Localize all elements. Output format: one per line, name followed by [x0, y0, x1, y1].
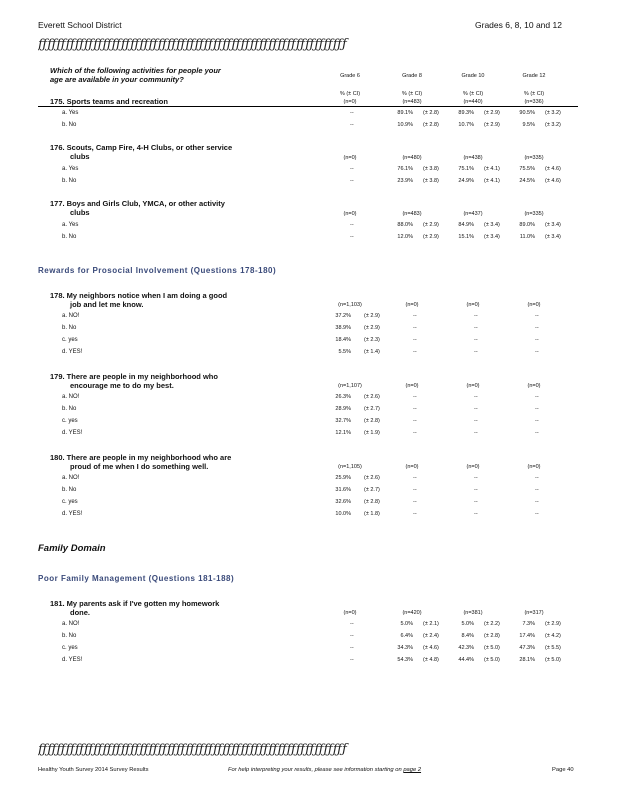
no-data-dash: --	[474, 313, 478, 319]
n-count: (n=0)	[343, 610, 357, 616]
confidence-interval: (± 1.9)	[364, 430, 380, 436]
percent-value: 89.3%	[458, 110, 474, 116]
confidence-interval: (± 3.2)	[545, 122, 561, 128]
n-count: (n=0)	[405, 383, 419, 389]
confidence-interval: (± 3.4)	[484, 222, 500, 228]
footer-page-link[interactable]: page 2	[403, 767, 422, 773]
no-data-dash: --	[535, 475, 539, 481]
percent-value: 26.3%	[335, 394, 351, 400]
answer-option-label: d. YES!	[62, 430, 83, 436]
confidence-interval: (± 4.1)	[484, 166, 500, 172]
confidence-interval: (± 2.8)	[484, 633, 500, 639]
percent-value: 34.3%	[397, 645, 413, 651]
answer-option-label: c. yes	[62, 337, 78, 343]
confidence-interval: (± 5.0)	[545, 657, 561, 663]
no-data-dash: --	[474, 430, 478, 436]
no-data-dash: --	[413, 394, 417, 400]
no-data-dash: --	[413, 406, 417, 412]
question-177-title: 177. Boys and Girls Club, YMCA, or other activity	[50, 199, 225, 208]
confidence-interval: (± 2.4)	[423, 633, 439, 639]
percent-value: 44.4%	[458, 657, 474, 663]
no-data-dash: --	[413, 487, 417, 493]
top-rule: ƒƒƒƒƒƒƒƒƒƒƒƒƒƒƒƒƒƒƒƒƒƒƒƒƒƒƒƒƒƒƒƒƒƒƒƒƒƒƒƒƒƒƒƒƒƒƒƒƒƒƒƒƒƒƒƒƒƒƒƒƒƒƒƒƒƒƒ	[38, 38, 347, 52]
percent-value: 12.0%	[397, 234, 413, 240]
confidence-interval: (± 3.4)	[545, 234, 561, 240]
percent-value: 15.1%	[458, 234, 474, 240]
no-data-dash: --	[350, 178, 354, 184]
answer-option-label: b. No	[62, 178, 77, 184]
confidence-interval: (± 3.8)	[423, 166, 439, 172]
no-data-dash: --	[350, 621, 354, 627]
confidence-interval: (± 2.6)	[364, 475, 380, 481]
percent-value: 5.0%	[461, 621, 474, 627]
percent-value: 75.1%	[458, 166, 474, 172]
percent-value: 25.9%	[335, 475, 351, 481]
family-domain-heading: Family Domain	[38, 543, 106, 554]
no-data-dash: --	[535, 487, 539, 493]
no-data-dash: --	[413, 418, 417, 424]
answer-option-label: b. No	[62, 633, 77, 639]
percent-value: 17.4%	[519, 633, 535, 639]
answer-option-label: a. NO!	[62, 475, 80, 481]
percent-value: 76.1%	[397, 166, 413, 172]
no-data-dash: --	[535, 313, 539, 319]
no-data-dash: --	[413, 430, 417, 436]
n-count: (n=440)	[463, 99, 483, 105]
confidence-interval: (± 2.8)	[423, 110, 439, 116]
confidence-interval: (± 2.9)	[484, 122, 500, 128]
percent-value: 8.4%	[461, 633, 474, 639]
grade-6-header: Grade 6	[340, 73, 360, 79]
answer-option-label: a. NO!	[62, 313, 80, 319]
intro-line-2: age are available in your community?	[50, 75, 184, 84]
answer-option-label: d. YES!	[62, 349, 83, 355]
question-179-title: 179. There are people in my neighborhood who	[50, 372, 218, 381]
n-count: (n=1,103)	[338, 302, 362, 308]
grades-header: Grades 6, 8, 10 and 12	[475, 20, 562, 30]
confidence-interval: (± 2.9)	[423, 234, 439, 240]
answer-option-label: b. No	[62, 122, 77, 128]
no-data-dash: --	[413, 499, 417, 505]
n-count: (n=0)	[466, 464, 480, 470]
percent-value: 9.5%	[522, 122, 535, 128]
percent-value: 32.7%	[335, 418, 351, 424]
percent-value: 5.5%	[338, 349, 351, 355]
confidence-interval: (± 4.1)	[484, 178, 500, 184]
n-count: (n=0)	[527, 383, 541, 389]
answer-option-label: b. No	[62, 406, 77, 412]
percent-value: 12.1%	[335, 430, 351, 436]
no-data-dash: --	[350, 222, 354, 228]
answer-option-label: d. YES!	[62, 657, 83, 663]
no-data-dash: --	[350, 166, 354, 172]
grade-12-header: Grade 12	[522, 73, 546, 79]
percent-value: 89.1%	[397, 110, 413, 116]
answer-option-label: c. yes	[62, 418, 78, 424]
percent-value: 24.5%	[519, 178, 535, 184]
question-180-title-cont: proud of me when I do something well.	[70, 462, 209, 471]
question-177-title-cont: clubs	[70, 208, 90, 217]
no-data-dash: --	[474, 325, 478, 331]
question-178-title: 178. My neighbors notice when I am doing a good	[50, 291, 228, 300]
no-data-dash: --	[474, 499, 478, 505]
percent-value: 23.9%	[397, 178, 413, 184]
no-data-dash: --	[350, 645, 354, 651]
percent-value: 54.3%	[397, 657, 413, 663]
question-175-title: 175. Sports teams and recreation	[50, 97, 168, 106]
no-data-dash: --	[413, 511, 417, 517]
percent-value: 11.0%	[519, 234, 535, 240]
percent-value: 28.9%	[335, 406, 351, 412]
no-data-dash: --	[535, 511, 539, 517]
percent-value: 90.5%	[519, 110, 535, 116]
no-data-dash: --	[535, 394, 539, 400]
intro-line-1: Which of the following activities for people your	[50, 66, 221, 75]
confidence-interval: (± 2.2)	[484, 621, 500, 627]
percent-value: 47.3%	[519, 645, 535, 651]
section-family-heading: Poor Family Management (Questions 181-188)	[38, 574, 235, 583]
percent-value: 89.0%	[519, 222, 535, 228]
n-count: (n=438)	[463, 155, 483, 161]
answer-option-label: b. No	[62, 234, 77, 240]
n-count: (n=0)	[405, 302, 419, 308]
percent-value: 10.9%	[397, 122, 413, 128]
n-count: (n=483)	[402, 211, 422, 217]
confidence-interval: (± 2.8)	[364, 499, 380, 505]
no-data-dash: --	[535, 337, 539, 343]
confidence-interval: (± 4.6)	[545, 178, 561, 184]
no-data-dash: --	[535, 430, 539, 436]
ci-header: % (± CI)	[401, 91, 423, 97]
answer-option-label: a. Yes	[62, 166, 79, 172]
answer-option-label: a. Yes	[62, 110, 79, 116]
answer-option-label: d. YES!	[62, 511, 83, 517]
n-count: (n=0)	[343, 99, 357, 105]
confidence-interval: (± 3.2)	[545, 110, 561, 116]
confidence-interval: (± 5.0)	[484, 657, 500, 663]
percent-value: 32.6%	[335, 499, 351, 505]
percent-value: 31.6%	[335, 487, 351, 493]
no-data-dash: --	[535, 406, 539, 412]
no-data-dash: --	[474, 349, 478, 355]
question-181-title-cont: done.	[70, 608, 90, 617]
no-data-dash: --	[474, 418, 478, 424]
footer-help-text	[228, 767, 421, 773]
n-count: (n=0)	[405, 464, 419, 470]
footer-survey-name: Healthy Youth Survey 2014 Survey Results	[38, 767, 149, 773]
confidence-interval: (± 5.5)	[545, 645, 561, 651]
grade-10-header: Grade 10	[461, 73, 485, 79]
confidence-interval: (± 4.6)	[423, 645, 439, 651]
no-data-dash: --	[413, 475, 417, 481]
ci-header: % (± CI)	[462, 91, 484, 97]
confidence-interval: (± 5.0)	[484, 645, 500, 651]
percent-value: 84.9%	[458, 222, 474, 228]
section-rewards-heading: Rewards for Prosocial Involvement (Questions 178-180)	[38, 266, 277, 275]
no-data-dash: --	[474, 337, 478, 343]
n-count: (n=336)	[524, 99, 544, 105]
no-data-dash: --	[413, 349, 417, 355]
confidence-interval: (± 2.9)	[423, 222, 439, 228]
n-count: (n=335)	[524, 211, 544, 217]
no-data-dash: --	[535, 349, 539, 355]
confidence-interval: (± 3.4)	[484, 234, 500, 240]
confidence-interval: (± 2.7)	[364, 406, 380, 412]
answer-option-label: b. No	[62, 325, 77, 331]
percent-value: 38.9%	[335, 325, 351, 331]
answer-option-label: a. Yes	[62, 222, 79, 228]
n-count: (n=1,105)	[338, 464, 362, 470]
confidence-interval: (± 2.6)	[364, 394, 380, 400]
percent-value: 5.0%	[400, 621, 413, 627]
confidence-interval: (± 4.6)	[545, 166, 561, 172]
n-count: (n=0)	[466, 383, 480, 389]
n-count: (n=0)	[466, 302, 480, 308]
confidence-interval: (± 2.8)	[364, 418, 380, 424]
percent-value: 7.3%	[522, 621, 535, 627]
percent-value: 28.1%	[519, 657, 535, 663]
confidence-interval: (± 4.2)	[545, 633, 561, 639]
no-data-dash: --	[474, 394, 478, 400]
question-179-title-cont: encourage me to do my best.	[70, 381, 174, 390]
n-count: (n=0)	[527, 302, 541, 308]
confidence-interval: (± 1.8)	[364, 511, 380, 517]
n-count: (n=420)	[402, 610, 422, 616]
percent-value: 42.3%	[458, 645, 474, 651]
n-count: (n=0)	[343, 155, 357, 161]
n-count: (n=1,107)	[338, 383, 362, 389]
confidence-interval: (± 2.9)	[484, 110, 500, 116]
no-data-dash: --	[474, 487, 478, 493]
percent-value: 18.4%	[335, 337, 351, 343]
confidence-interval: (± 2.9)	[545, 621, 561, 627]
confidence-interval: (± 2.9)	[364, 325, 380, 331]
no-data-dash: --	[474, 475, 478, 481]
answer-option-label: a. NO!	[62, 621, 80, 627]
bottom-rule: ƒƒƒƒƒƒƒƒƒƒƒƒƒƒƒƒƒƒƒƒƒƒƒƒƒƒƒƒƒƒƒƒƒƒƒƒƒƒƒƒƒƒƒƒƒƒƒƒƒƒƒƒƒƒƒƒƒƒƒƒƒƒƒƒƒƒƒ	[38, 743, 347, 757]
confidence-interval: (± 1.4)	[364, 349, 380, 355]
question-178-title-cont: job and let me know.	[70, 300, 144, 309]
answer-option-label: a. NO!	[62, 394, 80, 400]
ci-header: % (± CI)	[339, 91, 361, 97]
answer-option-label: c. yes	[62, 499, 78, 505]
no-data-dash: --	[413, 325, 417, 331]
percent-value: 24.9%	[458, 178, 474, 184]
answer-option-label: c. yes	[62, 645, 78, 651]
confidence-interval: (± 2.8)	[423, 122, 439, 128]
no-data-dash: --	[350, 110, 354, 116]
no-data-dash: --	[350, 234, 354, 240]
footer-page-number: Page 40	[552, 767, 574, 773]
no-data-dash: --	[474, 406, 478, 412]
n-count: (n=381)	[463, 610, 483, 616]
confidence-interval: (± 2.7)	[364, 487, 380, 493]
confidence-interval: (± 4.8)	[423, 657, 439, 663]
no-data-dash: --	[535, 499, 539, 505]
no-data-dash: --	[535, 418, 539, 424]
question-176-title: 176. Scouts, Camp Fire, 4-H Clubs, or other service	[50, 143, 233, 152]
confidence-interval: (± 3.4)	[545, 222, 561, 228]
no-data-dash: --	[535, 325, 539, 331]
no-data-dash: --	[350, 657, 354, 663]
no-data-dash: --	[350, 122, 354, 128]
confidence-interval: (± 2.3)	[364, 337, 380, 343]
percent-value: 75.5%	[519, 166, 535, 172]
no-data-dash: --	[474, 511, 478, 517]
percent-value: 6.4%	[400, 633, 413, 639]
n-count: (n=335)	[524, 155, 544, 161]
district-name: Everett School District	[38, 20, 122, 30]
no-data-dash: --	[413, 313, 417, 319]
n-count: (n=0)	[343, 211, 357, 217]
percent-value: 37.2%	[335, 313, 351, 319]
confidence-interval: (± 2.9)	[364, 313, 380, 319]
n-count: (n=437)	[463, 211, 483, 217]
footer-help-prefix: For help interpreting your results, please see information starting on	[228, 767, 402, 773]
n-count: (n=0)	[527, 464, 541, 470]
confidence-interval: (± 3.8)	[423, 178, 439, 184]
percent-value: 10.7%	[458, 122, 474, 128]
header-divider	[38, 106, 578, 107]
question-180-title: 180. There are people in my neighborhood who are	[50, 453, 232, 462]
question-181-title: 181. My parents ask if I've gotten my homework	[50, 599, 220, 608]
percent-value: 10.0%	[335, 511, 351, 517]
percent-value: 88.0%	[397, 222, 413, 228]
ci-header: % (± CI)	[523, 91, 545, 97]
n-count: (n=483)	[402, 99, 422, 105]
n-count: (n=480)	[402, 155, 422, 161]
answer-option-label: b. No	[62, 487, 77, 493]
no-data-dash: --	[413, 337, 417, 343]
confidence-interval: (± 2.1)	[423, 621, 439, 627]
n-count: (n=317)	[524, 610, 544, 616]
no-data-dash: --	[350, 633, 354, 639]
question-176-title-cont: clubs	[70, 152, 90, 161]
grade-8-header: Grade 8	[402, 73, 422, 79]
